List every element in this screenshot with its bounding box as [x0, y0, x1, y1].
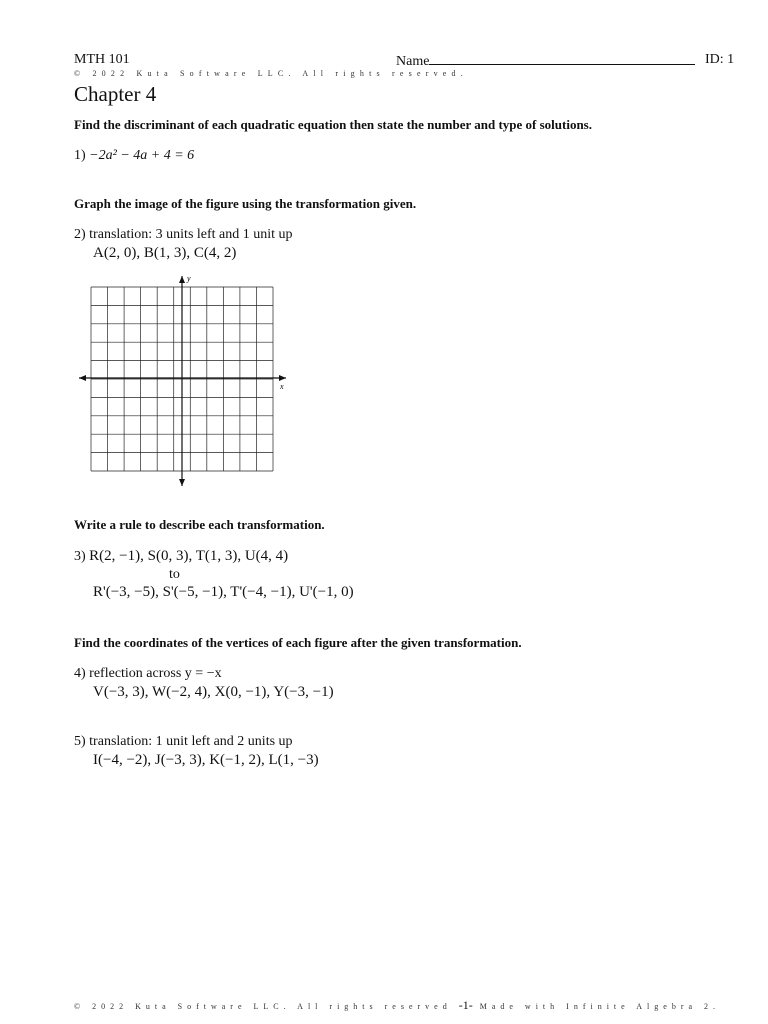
- x-axis-label: x: [280, 382, 284, 391]
- page-number: -1-: [458, 998, 473, 1012]
- problem-text: reflection across y = −x: [89, 666, 222, 681]
- problem-3-image-points: R'(−3, −5), S'(−5, −1), T'(−4, −1), U'(−1, 0): [93, 584, 354, 600]
- instruction-vertices: Find the coordinates of the vertices of each figure after the given transformation.: [74, 635, 522, 650]
- problem-4: [74, 666, 222, 682]
- problem-1: [74, 148, 194, 164]
- problem-number: 5): [74, 734, 86, 749]
- footer-copyright: © 2022 Kuta Software LLC. All rights reserved: [74, 1002, 452, 1011]
- problem-number: 1): [74, 148, 86, 163]
- problem-number: 2): [74, 227, 86, 242]
- problem-number: 3): [74, 549, 86, 564]
- page-title: Chapter 4: [74, 82, 157, 106]
- copyright-header: © 2022 Kuta Software LLC. All rights reserved.: [74, 69, 468, 78]
- problem-3-points: R(2, −1), S(0, 3), T(1, 3), U(4, 4): [89, 548, 289, 564]
- coordinate-grid[interactable]: [76, 270, 290, 492]
- y-axis-arrow-down: [179, 479, 185, 486]
- x-axis-arrow-right: [279, 375, 286, 381]
- problem-number: 4): [74, 666, 86, 681]
- name-label: Name: [396, 54, 430, 69]
- problem-3: [74, 548, 288, 565]
- id-label: ID: 1: [705, 52, 735, 67]
- instruction-discriminant: Find the discriminant of each quadratic equation then state the number and type of solutions.: [74, 117, 592, 132]
- y-axis-arrow-up: [179, 276, 185, 283]
- name-line[interactable]: [429, 52, 695, 65]
- y-axis-label: y: [187, 274, 191, 283]
- footer: [74, 998, 720, 1013]
- problem-5: [74, 734, 293, 750]
- name-field[interactable]: [396, 52, 695, 70]
- problem-text: translation: 1 unit left and 2 units up: [89, 734, 293, 749]
- course-label: MTH 101: [74, 52, 130, 67]
- problem-3-connector: to: [169, 567, 180, 582]
- x-axis-arrow-left: [79, 375, 86, 381]
- problem-text: translation: 3 units left and 1 unit up: [89, 227, 293, 242]
- instruction-rule: Write a rule to describe each transformation.: [74, 517, 325, 532]
- problem-2: [74, 227, 293, 243]
- footer-made-with: Made with Infinite Algebra 2.: [479, 1002, 721, 1011]
- instruction-graph: Graph the image of the figure using the transformation given.: [74, 196, 417, 211]
- problem-5-points: I(−4, −2), J(−3, 3), K(−1, 2), L(1, −3): [93, 752, 319, 768]
- problem-expression: −2a² − 4a + 4 = 6: [89, 148, 195, 163]
- problem-4-points: V(−3, 3), W(−2, 4), X(0, −1), Y(−3, −1): [93, 684, 334, 700]
- problem-2-points: A(2, 0), B(1, 3), C(4, 2): [93, 245, 237, 261]
